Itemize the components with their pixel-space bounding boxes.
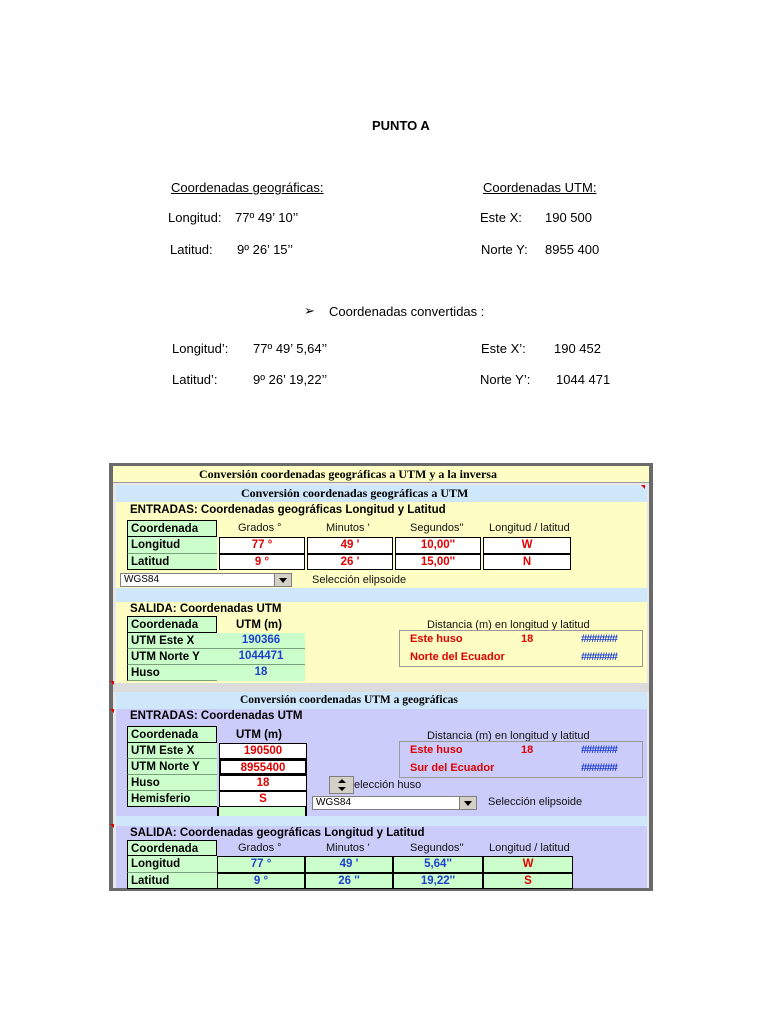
s2-ellipsoid-select[interactable] bbox=[312, 796, 477, 810]
s1-dist-este-label: Este huso bbox=[410, 633, 463, 645]
comment-marker-icon bbox=[110, 709, 114, 713]
s2-salida-label: SALIDA: Coordenadas geográficas Longitud y Latitud bbox=[130, 827, 425, 839]
este-label: Este X: bbox=[480, 210, 522, 225]
s2-norte-input[interactable]: 8955400 bbox=[219, 759, 307, 775]
s1-ellipsoid-label: Selección elipsoide bbox=[312, 574, 407, 586]
comment-marker-icon bbox=[110, 681, 114, 685]
s2-este-input[interactable]: 190500 bbox=[219, 743, 307, 759]
s1-latitud-dir[interactable]: N bbox=[483, 554, 571, 570]
page-title: PUNTO A bbox=[372, 118, 430, 133]
s1-out-col-utm: UTM (m) bbox=[236, 619, 282, 631]
s2-out-latitud-segundos: 19,22'' bbox=[393, 873, 483, 889]
s2-ellipsoid-value: WGS84 bbox=[316, 797, 352, 808]
s1-salida-label: SALIDA: Coordenadas UTM bbox=[130, 603, 282, 615]
s2-distance-label: Distancia (m) en longitud y latitud bbox=[427, 730, 590, 742]
s2-out-col-lonlat: Longitud / latitud bbox=[489, 842, 570, 854]
norte2-value: 1044 471 bbox=[556, 372, 611, 387]
s2-out-longitud-dir: W bbox=[483, 856, 573, 873]
s1-out-este-value: 190366 bbox=[217, 633, 305, 649]
s1-longitud-grados[interactable]: 77 ° bbox=[219, 537, 305, 554]
comment-marker-icon bbox=[110, 824, 114, 828]
s2-dist-este-hash: ####### bbox=[581, 744, 617, 756]
s2-out-col-segundos: Segundos'' bbox=[410, 842, 464, 854]
s1-dist-este-value: 18 bbox=[521, 633, 534, 645]
latitud-value: 9º 26’ 15’’ bbox=[237, 242, 294, 257]
s1-distance-label: Distancia (m) en longitud y latitud bbox=[427, 619, 590, 631]
geo-heading: Coordenadas geográficas: bbox=[171, 180, 324, 195]
s1-entradas-label: ENTRADAS: Coordenadas geográficas Longitud y Latitud bbox=[130, 504, 446, 516]
s1-out-row-norte-label: UTM Norte Y bbox=[127, 649, 217, 665]
s1-dist-norte-hash: ####### bbox=[581, 651, 617, 663]
spreadsheet-screenshot bbox=[109, 463, 653, 891]
s2-out-col-minutos: Minutos ' bbox=[326, 842, 370, 854]
chevron-down-icon[interactable] bbox=[459, 797, 476, 809]
s2-out-col-grados: Grados ° bbox=[238, 842, 282, 854]
s2-out-row-longitud-label: Longitud bbox=[127, 856, 217, 873]
s1-latitud-grados[interactable]: 9 ° bbox=[219, 554, 305, 570]
spinner-down-icon[interactable] bbox=[338, 787, 346, 791]
latitud-label: Latitud: bbox=[170, 242, 213, 257]
s2-out-longitud-minutos: 49 ' bbox=[305, 856, 393, 873]
s1-longitud-dir[interactable]: W bbox=[483, 537, 571, 554]
s1-out-row-huso-label: Huso bbox=[127, 665, 217, 681]
s1-title-bar bbox=[116, 485, 647, 502]
s2-title: Conversión coordenadas UTM a geográficas bbox=[240, 694, 458, 706]
s2-entradas-label: ENTRADAS: Coordenadas UTM bbox=[130, 710, 303, 722]
s1-row-latitud-label: Latitud bbox=[127, 554, 217, 570]
s2-ellipsoid-label: Selección elipsoide bbox=[488, 796, 583, 808]
s1-col-coordenada: Coordenada bbox=[127, 520, 217, 537]
s2-out-longitud-segundos: 5,64'' bbox=[393, 856, 483, 873]
s2-row-norte-label: UTM Norte Y bbox=[127, 759, 217, 775]
s1-row-longitud-label: Longitud bbox=[127, 537, 217, 554]
s1-ellipsoid-select[interactable] bbox=[120, 573, 292, 587]
s2-dist-sur-label: Sur del Ecuador bbox=[410, 762, 495, 774]
s1-ellipsoid-value: WGS84 bbox=[124, 574, 160, 585]
s2-spacer-band bbox=[116, 816, 647, 826]
s1-title: Conversión coordenadas geográficas a UTM bbox=[241, 486, 469, 500]
s1-col-minutos: Minutos ' bbox=[326, 522, 370, 534]
s1-latitud-segundos[interactable]: 15,00'' bbox=[395, 554, 481, 570]
s2-row-huso-label: Huso bbox=[127, 775, 217, 791]
s1-spacer-band bbox=[116, 588, 647, 602]
s1-longitud-segundos[interactable]: 10,00'' bbox=[395, 537, 481, 554]
s2-out-latitud-dir: S bbox=[483, 873, 573, 889]
sheet-separator bbox=[113, 683, 649, 692]
s2-dist-este-label: Este huso bbox=[410, 744, 463, 756]
sheet-main-title-bar bbox=[113, 466, 649, 483]
s2-out-col-coordenada: Coordenada bbox=[127, 840, 217, 856]
s1-out-col-coordenada: Coordenada bbox=[127, 616, 217, 633]
s1-col-lonlat: Longitud / latitud bbox=[489, 522, 570, 534]
latitud2-label: Latitud’: bbox=[172, 372, 218, 387]
s2-out-longitud-grados: 77 ° bbox=[217, 856, 305, 873]
s2-huso-input[interactable]: 18 bbox=[219, 775, 307, 791]
s2-huso-spinner[interactable] bbox=[329, 776, 354, 794]
comment-marker-icon bbox=[641, 485, 645, 489]
longitud-label: Longitud: bbox=[168, 210, 222, 225]
s1-out-huso-value: 18 bbox=[217, 665, 305, 681]
norte-value: 8955 400 bbox=[545, 242, 600, 257]
s2-dist-sur-hash: ####### bbox=[581, 762, 617, 774]
este2-value: 190 452 bbox=[554, 341, 601, 356]
s2-title-bar bbox=[116, 692, 647, 709]
este2-label: Este X’: bbox=[481, 341, 526, 356]
s2-out-latitud-grados: 9 ° bbox=[217, 873, 305, 889]
s2-col-coordenada: Coordenada bbox=[127, 726, 217, 743]
s2-row-este-label: UTM Este X bbox=[127, 743, 217, 759]
norte2-label: Norte Y’: bbox=[480, 372, 531, 387]
longitud2-label: Longitud’: bbox=[172, 341, 229, 356]
latitud2-value: 9º 26’ 19,22’’ bbox=[253, 372, 328, 387]
s1-col-segundos: Segundos'' bbox=[410, 522, 464, 534]
norte-label: Norte Y: bbox=[481, 242, 528, 257]
sheet-main-title: Conversión coordenadas geográficas a UTM y a la inversa bbox=[199, 467, 497, 481]
utm-heading: Coordenadas UTM: bbox=[483, 180, 597, 195]
s2-row-hemisferio-label: Hemisferio bbox=[127, 791, 217, 807]
s1-out-row-este-label: UTM Este X bbox=[127, 633, 217, 649]
s1-longitud-minutos[interactable]: 49 ' bbox=[307, 537, 393, 554]
bullet-arrow-icon: ➢ bbox=[304, 303, 315, 318]
s2-col-utm: UTM (m) bbox=[236, 729, 282, 741]
s1-latitud-minutos[interactable]: 26 ' bbox=[307, 554, 393, 570]
s1-out-norte-value: 1044471 bbox=[217, 649, 305, 665]
s1-dist-norte-label: Norte del Ecuador bbox=[410, 651, 505, 663]
s2-dist-este-value: 18 bbox=[521, 744, 534, 756]
s1-dist-este-hash: ####### bbox=[581, 633, 617, 645]
s1-col-grados: Grados ° bbox=[238, 522, 282, 534]
s2-out-row-latitud-label: Latitud bbox=[127, 873, 217, 889]
chevron-down-icon[interactable] bbox=[274, 574, 291, 586]
s2-huso-label: elección huso bbox=[354, 779, 422, 791]
este-value: 190 500 bbox=[545, 210, 592, 225]
longitud-value: 77º 49’ 10’’ bbox=[235, 210, 299, 225]
longitud2-value: 77º 49’ 5,64’’ bbox=[253, 341, 328, 356]
spinner-up-icon[interactable] bbox=[338, 779, 346, 783]
converted-heading: Coordenadas convertidas : bbox=[329, 304, 485, 319]
s2-out-latitud-minutos: 26 '' bbox=[305, 873, 393, 889]
s2-hemisferio-input[interactable]: S bbox=[219, 791, 307, 807]
